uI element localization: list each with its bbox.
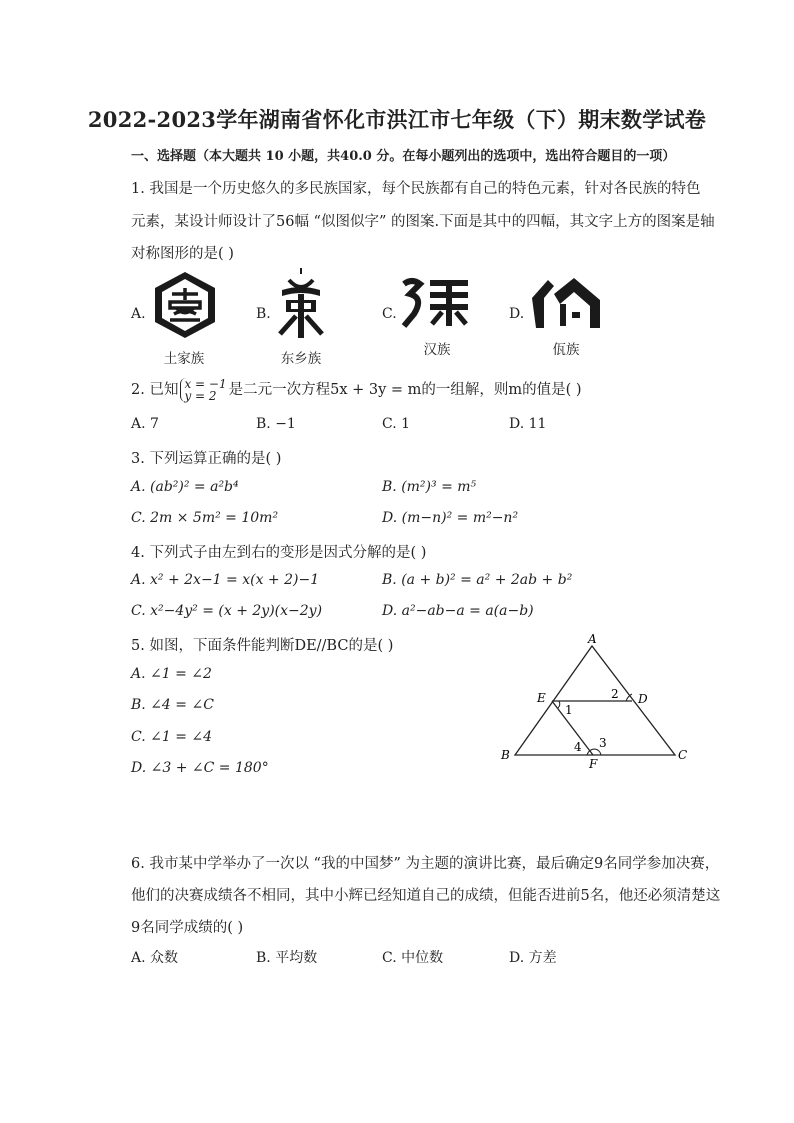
q2-option-a[interactable]: A. 7 (131, 416, 159, 432)
q2-option-b[interactable]: B. −1 (256, 416, 296, 432)
q1-option-b-letter[interactable]: B. (256, 306, 271, 322)
q4-option-a[interactable]: A. x² + 2x−1 = x(x + 2)−1 (131, 572, 320, 588)
q3-option-b[interactable]: B. (m²)³ = m⁵ (382, 479, 477, 495)
q4-option-d[interactable]: D. a²−ab−a = a(a−b) (382, 603, 534, 619)
q6-line-2: 他们的决赛成绩各不相同，其中小辉已经知道自己的成绩，但能否进前5名，他还必须清楚这 (131, 888, 721, 904)
label-f: F (589, 757, 598, 770)
q6-option-b[interactable]: B. 平均数 (256, 950, 318, 966)
q5-option-d[interactable]: D. ∠3 + ∠C = 180° (131, 760, 269, 776)
q2-prefix: 2. 已知 (131, 382, 179, 398)
q4-option-c[interactable]: C. x²−4y² = (x + 2y)(x−2y) (131, 603, 323, 619)
label-d: D (638, 692, 648, 706)
q2-option-d[interactable]: D. 11 (509, 416, 547, 432)
q1-line-2: 元素，某设计师设计了56幅 “似图似字” 的图案.下面是其中的四幅，其文字上方的图案是轴 (131, 214, 715, 230)
label-a: A (588, 632, 597, 646)
q6-option-c[interactable]: C. 中位数 (382, 950, 444, 966)
q3-stem: 3. 下列运算正确的是( ) (131, 451, 282, 467)
q3-option-a[interactable]: A. (ab²)² = a²b⁴ (131, 479, 239, 495)
q6-line-1: 6. 我市某中学举办了一次以 “我的中国梦” 为主题的演讲比赛，最后确定9名同学参加决赛， (131, 856, 720, 872)
q5-option-c[interactable]: C. ∠1 = ∠4 (131, 729, 213, 745)
q1-option-d-letter[interactable]: D. (509, 306, 525, 322)
q2-suffix: 是二元一次方程5x + 3y = m的一组解，则m的值是( ) (228, 382, 582, 398)
angle-label-2: 2 (611, 687, 619, 701)
q3-option-d[interactable]: D. (m−n)² = m²−n² (382, 510, 519, 526)
q2-option-c[interactable]: C. 1 (382, 416, 411, 432)
q2-equation-system (180, 378, 226, 402)
label-e: E (537, 691, 546, 705)
han-pattern-icon (400, 276, 472, 330)
q1-line-1: 1. 我国是一个历史悠久的多民族国家，每个民族都有自己的特色元素，针对各民族的特色 (131, 181, 701, 197)
angle-label-3: 3 (599, 736, 607, 750)
q1-option-d-caption: 佤族 (552, 342, 580, 358)
q2-stem (131, 378, 582, 402)
q1-option-c-letter[interactable]: C. (382, 306, 397, 322)
angle-label-4: 4 (574, 740, 582, 754)
section-heading: 一、选择题（本大题共 10 小题，共40.0 分。在每小题列出的选项中，选出符合题目的一项） (131, 149, 676, 164)
q5-stem: 5. 如图，下面条件能判断DE//BC的是( ) (131, 638, 394, 654)
label-c: C (678, 748, 688, 762)
q5-option-a[interactable]: A. ∠1 = ∠2 (131, 666, 212, 682)
q5-triangle-figure (495, 630, 695, 770)
q4-option-b[interactable]: B. (a + b)² = a² + 2ab + b² (382, 572, 573, 588)
q6-option-d[interactable]: D. 方差 (509, 950, 557, 966)
q1-line-3: 对称图形的是( ) (131, 246, 234, 262)
q4-stem: 4. 下列式子由左到右的变形是因式分解的是( ) (131, 545, 427, 561)
angle-label-1: 1 (565, 703, 573, 717)
q2-system-top: x = −1 (184, 377, 227, 391)
q3-option-c[interactable]: C. 2m × 5m² = 10m² (131, 510, 279, 526)
tujia-pattern-icon (152, 270, 218, 340)
q1-option-c-caption: 汉族 (423, 342, 451, 358)
q6-line-3: 9名同学成绩的( ) (131, 920, 244, 936)
label-b: B (501, 748, 510, 762)
q1-option-a-caption: 土家族 (163, 351, 205, 367)
dongxiang-pattern-icon (276, 266, 326, 340)
q5-option-b[interactable]: B. ∠4 = ∠C (131, 697, 214, 713)
q6-option-a[interactable]: A. 众数 (131, 950, 179, 966)
q1-option-a-letter[interactable]: A. (131, 306, 146, 322)
q1-option-b-caption: 东乡族 (280, 351, 322, 367)
page-title: 2022-2023学年湖南省怀化市洪江市七年级（下）期末数学试卷 (87, 107, 707, 132)
q2-system-bottom: y = 2 (184, 389, 217, 403)
wa-pattern-icon (530, 274, 602, 330)
